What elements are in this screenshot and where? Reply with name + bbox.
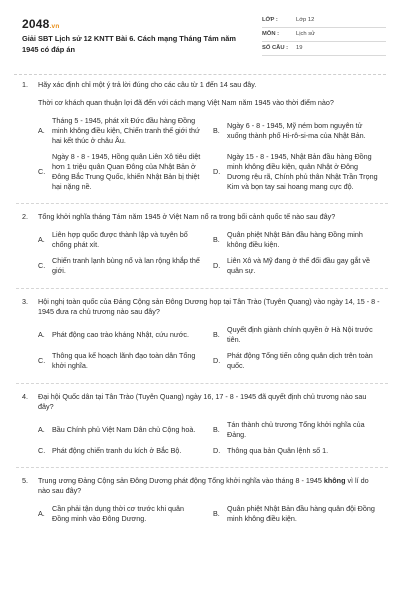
option-text: Phát động Tổng tiến công quân dịch trên toàn quốc. [227,350,373,370]
question-text: Tổng khởi nghĩa tháng Tám năm 1945 ở Việt Nam nổ ra trong bối cảnh quốc tế nào sau đây? [38,212,336,222]
option-letter: A. [38,509,45,519]
info-label: LỚP : [262,16,278,23]
info-label: SỐ CÂU : [262,44,289,51]
option-text: Ngày 6 - 8 - 1945, Mỹ ném bom nguyên tử xuống thành phố Hi-rô-si-ma của Nhật Bản. [227,120,366,140]
option-b[interactable] [213,325,388,345]
option-d[interactable] [213,256,388,276]
options-grid [38,116,388,198]
question-4 [16,392,388,462]
option-letter: A. [38,329,45,339]
option-text: Phát động cao trào kháng Nhật, cứu nước. [52,329,190,339]
site-logo[interactable] [22,16,60,33]
header-divider [14,74,386,75]
info-row-class [262,14,386,28]
option-text: Phát động chiến tranh du kích ở Bắc Bộ. [52,445,182,455]
question-separator [16,467,388,468]
option-text: Quyết định giành chính quyền ở Hà Nội trước tiên. [227,325,373,344]
document-title: Giải SBT Lịch sử 12 KNTT Bài 6. Cách mạng Tháng Tám năm 1945 có đáp án [22,34,236,54]
option-b[interactable] [213,504,388,524]
options-grid [38,504,388,530]
option-d[interactable] [213,152,388,192]
option-text: Thông qua kế hoạch lãnh đạo toàn dân Tổng khởi nghĩa. [52,350,196,370]
option-letter: D. [213,445,221,455]
info-value: Lớp 12 [296,16,315,23]
question-text-end: vì lí do nào sau đây? [38,476,369,496]
page-header [14,10,386,72]
option-letter: C. [38,261,46,271]
option-a[interactable] [38,420,213,440]
option-text: Ngày 15 - 8 - 1945, Nhật Bản đầu hàng Đồng minh không điều kiện, quân Nhật ở Đông Dương rệu rã, Chính phủ thân Nhật Trần Trọng Kim và bọn tay sai hoang mang cực độ. [227,151,378,191]
question-number: 4. [22,391,28,401]
question-number: 2. [22,212,28,222]
option-letter: C. [38,166,46,176]
option-a[interactable] [38,116,213,146]
option-c[interactable] [38,446,213,456]
option-letter: B. [213,235,220,245]
option-text: Cần phải tận dụng thời cơ trước khi quân Đồng minh vào Đông Dương. [52,504,185,524]
question-list [16,80,388,530]
option-letter: D. [213,261,221,271]
logo-suffix: .vn [49,23,60,30]
option-c[interactable] [38,351,213,371]
option-c[interactable] [38,256,213,276]
question-text [38,476,380,496]
option-text: Liên Xô và Mỹ đang ở thế đối đầu gay gắt về quân sự. [227,256,370,276]
info-row-subject [262,28,386,42]
question-text: Đại hội Quốc dân tại Tân Trào (Tuyên Quang) ngày 16, 17 - 8 - 1945 đã quyết định chủ trương nào sau đây? [38,391,367,411]
question-1 [16,80,388,197]
option-b[interactable] [213,230,388,250]
option-b[interactable] [213,420,388,440]
option-b[interactable] [213,116,388,146]
question-number: 5. [22,476,28,486]
question-separator [16,383,388,384]
question-2 [16,212,388,282]
question-subtext: Thời cơ khách quan thuận lợi đã đến với cách mạng Việt Nam năm 1945 vào thời điểm nào? [38,97,334,107]
info-value: Lịch sử [296,30,316,37]
option-letter: D. [213,355,221,365]
question-number: 3. [22,297,28,307]
question-separator [16,203,388,204]
question-number: 1. [22,80,28,89]
info-box [262,14,386,56]
option-d[interactable] [213,351,388,371]
option-letter: B. [213,125,220,135]
question-text-start: Trung ương Đảng Cộng sản Đông Dương phát động Tổng khởi nghĩa vào tháng 8 - 1945 [38,476,324,486]
option-text: Liên hợp quốc được thành lập và tuyên bố chống phát xít. [52,230,188,250]
question-3 [16,297,388,377]
option-a[interactable] [38,325,213,345]
options-grid [38,325,388,377]
option-c[interactable] [38,152,213,192]
info-value: 19 [296,44,303,51]
question-separator [16,288,388,289]
option-d[interactable] [213,446,388,456]
option-letter: A. [38,125,45,135]
question-text: Hội nghị toàn quốc của Đảng Cộng sản Đông Dương họp tại Tân Trào (Tuyên Quang) vào ngày 14, 15 - 8 - 1945 đưa ra chủ trương nào sau đây? [38,297,380,317]
option-text: Thông qua bản Quân lệnh số 1. [227,445,329,455]
question-text-emphasis: không [323,476,346,486]
option-text: Quân phiệt Nhật Bản đầu hàng quân đội Đồng minh không điều kiện. [227,504,375,524]
option-letter: A. [38,235,45,245]
option-letter: D. [213,166,221,176]
option-text: Ngày 8 - 8 - 1945, Hồng quân Liên Xô tiêu diệt hơn 1 triệu quân Quan Đông của Nhật Bản ở Đông Bắc Trung Quốc, khiến Nhật Bản bị thiệt hại nặng nề. [52,151,201,191]
info-row-count [262,42,386,56]
question-text: Hãy xác định chỉ một ý trả lời đúng cho các câu từ 1 đến 14 sau đây. [38,80,257,89]
option-a[interactable] [38,230,213,250]
question-5 [16,476,388,530]
logo-text: 2048 [22,17,50,31]
option-text: Tháng 5 - 1945, phát xít Đức đầu hàng Đồng minh không điều kiện, Chiến tranh thế giới thứ hai kết thúc ở châu Âu. [52,115,200,145]
option-text: Bầu Chính phủ Việt Nam Dân chủ Cộng hoà. [52,424,196,434]
option-text: Quân phiệt Nhật Bản đầu hàng Đồng minh không điều kiện. [227,230,363,250]
option-letter: C. [38,355,46,365]
options-grid [38,420,388,462]
info-label: MÔN : [262,30,280,37]
option-letter: A. [38,424,45,434]
options-grid [38,230,388,282]
option-letter: B. [213,509,220,519]
option-letter: C. [38,445,46,455]
option-a[interactable] [38,504,213,524]
option-letter: B. [213,424,220,434]
option-text: Tán thành chủ trương Tổng khởi nghĩa của Đảng. [227,419,365,439]
option-text: Chiến tranh lạnh bùng nổ và lan rộng khắp thế giới. [52,256,200,276]
option-letter: B. [213,329,220,339]
